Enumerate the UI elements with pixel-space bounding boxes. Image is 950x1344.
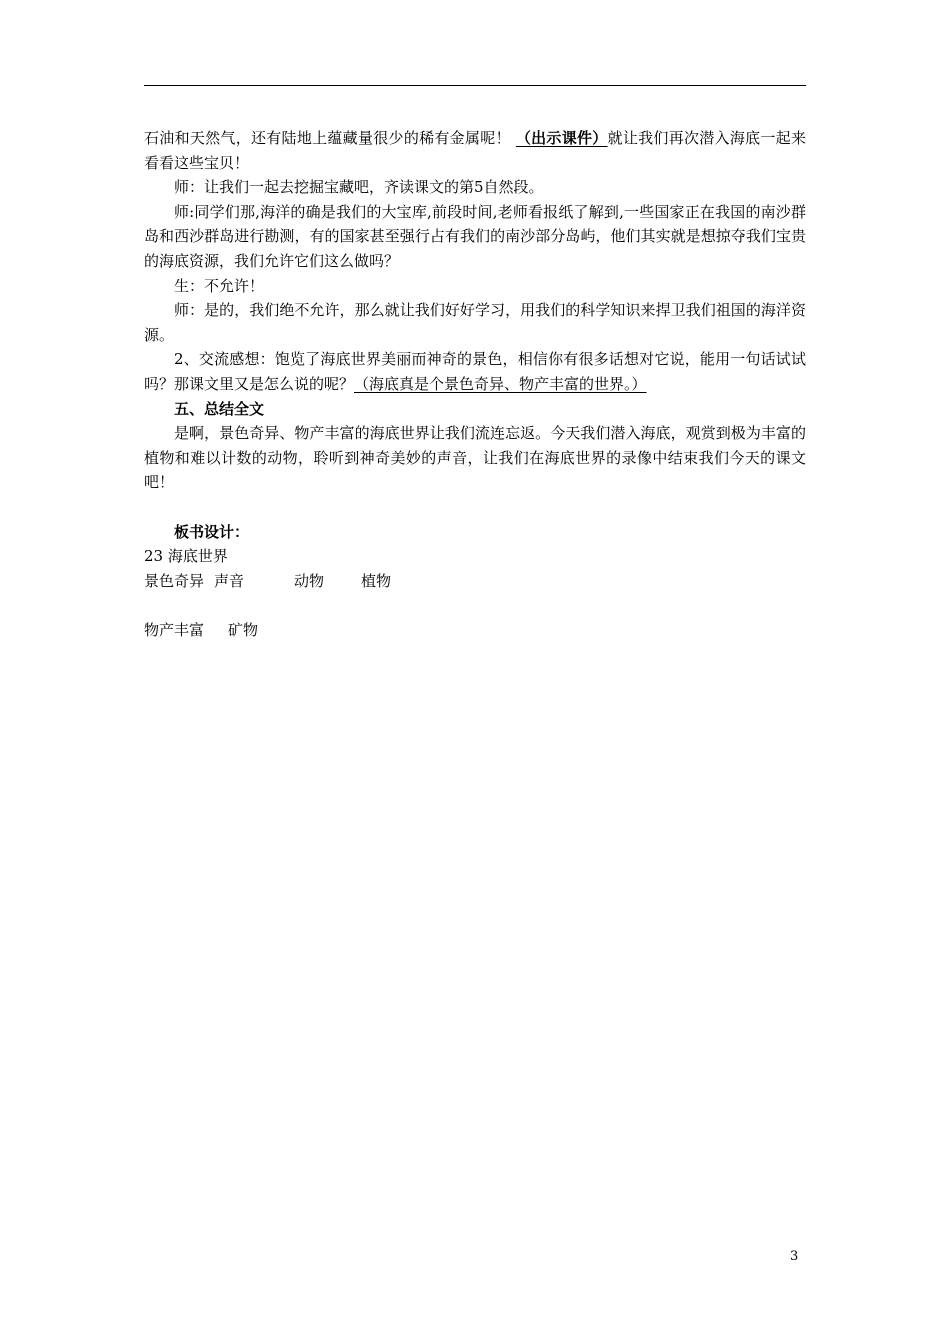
- board-cell: 景色奇异: [144, 571, 205, 590]
- board-cell: 物产丰富: [144, 620, 205, 639]
- board-cell: 动物: [294, 571, 325, 590]
- document-body: [144, 126, 806, 642]
- board-cell: 植物: [361, 571, 392, 590]
- board-cell: 声音: [214, 571, 245, 590]
- paragraph-3: 师:同学们那,海洋的确是我们的大宝库,前段时间,老师看报纸了解到,一些国家正在我国的南沙群岛和西沙群岛进行勘测，有的国家甚至强行占有我们的南沙部分岛屿，他们其实就是想掠夺我们宝贵的海底资源，我们允许它们这么做吗？: [144, 202, 806, 270]
- header-rule: [144, 85, 806, 86]
- board-cell: 矿物: [228, 620, 259, 639]
- paragraph-1-tail: 就让我们再次潜入海底一起来看看这些宝贝！: [144, 129, 806, 172]
- paragraph-7: 是啊，景色奇异、物产丰富的海底世界让我们流连忘返。今天我们潜入海底，观赏到极为丰富的植物和难以计数的动物，聆听到神奇美妙的声音，让我们在海底世界的录像中结束我们今天的课文吧！: [144, 424, 806, 492]
- blank-line: [144, 495, 806, 520]
- paragraph-6-text: 2、交流感想：饱览了海底世界美丽而神奇的景色，相信你有很多话想对它说，能用一句话试试吗？那课文里又是怎么说的呢？: [144, 350, 806, 393]
- board-title: 23 海底世界: [144, 547, 228, 566]
- paragraph-6: [144, 347, 806, 396]
- show-courseware-link[interactable]: （出示课件）: [515, 129, 608, 147]
- paragraph-4: 生：不允许！: [174, 276, 265, 295]
- section-heading-summary: 五、总结全文: [174, 399, 265, 418]
- blank-line: [144, 593, 806, 618]
- paragraph-6-answer: （海底真是个景色奇异、物产丰富的世界。）: [354, 374, 647, 393]
- board-row-2: [144, 618, 806, 643]
- paragraph-2: 师：让我们一起去挖掘宝藏吧，齐读课文的第5自然段。: [174, 178, 544, 197]
- board-row-1: [144, 569, 806, 594]
- paragraph-1: [144, 126, 806, 175]
- paragraph-5: 师：是的，我们绝不允许，那么就让我们好好学习，用我们的科学知识来捍卫我们祖国的海洋资源。: [144, 301, 806, 344]
- paragraph-1-text: 石油和天然气，还有陆地上蕴藏量很少的稀有金属呢！: [144, 129, 511, 147]
- board-design-heading: 板书设计：: [174, 522, 250, 541]
- page-number: 3: [790, 1249, 799, 1264]
